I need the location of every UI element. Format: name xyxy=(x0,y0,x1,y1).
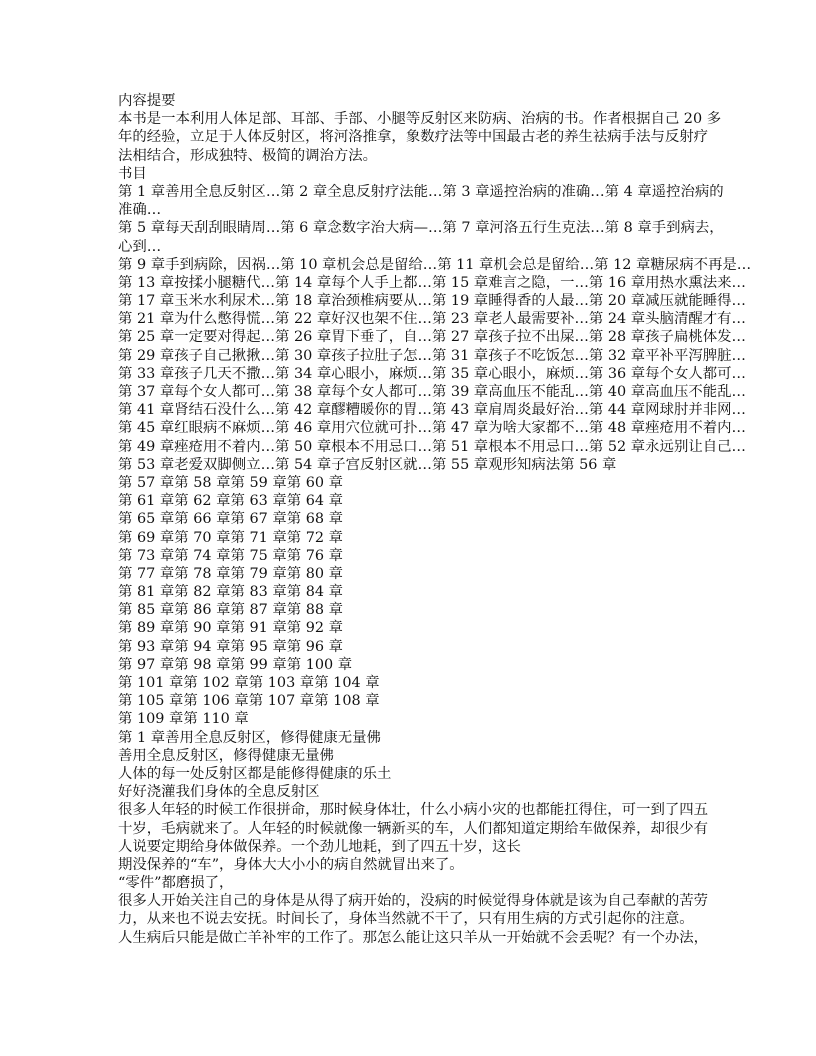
toc-line: 第 109 章第 110 章 xyxy=(118,711,249,728)
toc-line: 第 33 章孩子几天不撒…第 34 章心眼小，麻烦…第 35 章心眼小，麻烦…第 36 章每个女人都可… xyxy=(118,365,746,382)
body-text-line: “零件”都磨损了， xyxy=(118,875,234,892)
toc-line: 第 97 章第 98 章第 99 章第 100 章 xyxy=(118,656,353,673)
toc-line: 第 45 章红眼病不麻烦…第 46 章用穴位就可扑…第 47 章为啥大家都不…第 48 章痤疮用不着内… xyxy=(118,420,746,437)
toc-line: 第 85 章第 86 章第 87 章第 88 章 xyxy=(118,602,343,619)
toc-line: 第 53 章老爱双脚侧立…第 54 章子宫反射区就…第 55 章观形知病法第 56 章 xyxy=(118,456,617,473)
toc-line: 第 29 章孩子自己揪揪…第 30 章孩子拉肚子怎…第 31 章孩子不吃饭怎…第 32 章平补平泻脾脏… xyxy=(118,347,746,364)
summary-paragraph xyxy=(118,110,722,165)
body-text-line: 很多人年轻的时候工作很拼命，那时候身体壮，什么小病小灾的也都能扛得住，可一到了四五 xyxy=(118,802,709,819)
toc-line: 第 21 章为什么憋得慌…第 22 章好汉也架不住…第 23 章老人最需要补…第 24 章头脑清醒才有… xyxy=(118,311,746,328)
body-text-line: 十岁，毛病就来了。人年轻的时候就像一辆新买的车，人们都知道定期给车做保养，却很少有 xyxy=(118,820,709,837)
toc-line: 第 5 章每天刮刮眼睛周…第 6 章念数字治大病—…第 7 章河洛五行生克法…第 8 章手到病去， xyxy=(118,220,724,237)
body-text-line: 很多人开始关注自己的身体是从得了病开始的，没病的时候觉得身体就是该为自己奉献的苦劳 xyxy=(118,893,709,910)
table-of-contents xyxy=(118,183,752,729)
summary-line: 本书是一本利用人体足部、耳部、手部、小腿等反射区来防病、治病的书。作者根据自己 20 多 xyxy=(118,111,722,128)
chapter-subtitle: 人体的每一处反射区都是能修得健康的乐土 xyxy=(118,765,392,782)
chapter-subtitle: 好好浇灌我们身体的全息反射区 xyxy=(118,784,320,801)
toc-line: 第 57 章第 58 章第 59 章第 60 章 xyxy=(118,474,343,491)
toc-line: 第 1 章善用全息反射区…第 2 章全息反射疗法能…第 3 章遥控治病的准确…第 4 章遥控治病的 xyxy=(118,183,724,200)
summary-line: 年的经验，立足于人体反射区，将河洛推拿，象数疗法等中国最古老的养生祛病手法与反射疗 xyxy=(118,129,709,146)
toc-line: 第 41 章肾结石没什么…第 42 章醪糟暖你的胃…第 43 章肩周炎最好治…第 44 章网球肘并非网… xyxy=(118,402,746,419)
summary-line: 法相结合，形成独特、极简的调治方法。 xyxy=(118,147,378,164)
toc-line: 第 73 章第 74 章第 75 章第 76 章 xyxy=(118,547,343,564)
toc-line: 准确… xyxy=(118,202,162,219)
toc-line: 第 25 章一定要对得起…第 26 章胃下垂了，自…第 27 章孩子拉不出屎…第 28 章孩子扁桃体发… xyxy=(118,329,746,346)
toc-line: 第 9 章手到病除，因祸…第 10 章机会总是留给…第 11 章机会总是留给…第 12 章糖尿病不再是… xyxy=(118,256,752,273)
toc-line: 第 81 章第 82 章第 83 章第 84 章 xyxy=(118,584,343,601)
chapter-title: 第 1 章善用全息反射区，修得健康无量佛 xyxy=(118,729,381,746)
chapter-subtitle: 善用全息反射区，修得健康无量佛 xyxy=(118,747,334,764)
document-page xyxy=(118,92,752,947)
chapter-subtitles xyxy=(118,747,718,802)
toc-line: 第 77 章第 78 章第 79 章第 80 章 xyxy=(118,565,343,582)
summary-heading: 内容提要 xyxy=(118,93,176,109)
toc-line: 第 101 章第 102 章第 103 章第 104 章 xyxy=(118,675,380,691)
toc-line: 心到… xyxy=(118,238,162,255)
toc-line: 第 65 章第 66 章第 67 章第 68 章 xyxy=(118,511,343,528)
body-text-line: 力，从来也不说去安抚。时间长了，身体当然就不干了，只有用生病的方式引起你的注意。 xyxy=(118,911,694,928)
body-text-line: 人说要定期给身体做保养。一个劲儿地耗，到了四五十岁，这长 xyxy=(118,838,521,855)
toc-line: 第 37 章每个女人都可…第 38 章每个女人都可…第 39 章高血压不能乱…第 40 章高血压不能乱… xyxy=(118,384,746,400)
toc-line: 第 105 章第 106 章第 107 章第 108 章 xyxy=(118,693,380,710)
toc-line: 第 93 章第 94 章第 95 章第 96 章 xyxy=(118,638,343,655)
body-text-line: 人生病后只能是做亡羊补牢的工作了。那怎么能让这只羊从一开始就不会丢呢？有一个办法， xyxy=(118,929,709,946)
toc-line: 第 89 章第 90 章第 91 章第 92 章 xyxy=(118,620,343,637)
chapter-body xyxy=(118,801,718,947)
toc-line: 第 17 章玉米水利尿术…第 18 章治颈椎病要从…第 19 章睡得香的人最…第 20 章减压就能睡得… xyxy=(118,293,746,310)
toc-line: 第 13 章按揉小腿糖代…第 14 章每个人手上都…第 15 章难言之隐，一…第 16 章用热水熏法来… xyxy=(118,274,746,291)
toc-line: 第 69 章第 70 章第 71 章第 72 章 xyxy=(118,529,343,546)
toc-line: 第 61 章第 62 章第 63 章第 64 章 xyxy=(118,493,343,510)
body-text-line: 期没保养的“车”，身体大大小小的病自然就冒出来了。 xyxy=(118,856,464,873)
toc-heading: 书目 xyxy=(118,165,147,182)
toc-line: 第 49 章痤疮用不着内…第 50 章根本不用忌口…第 51 章根本不用忌口…第 52 章永远别让自己… xyxy=(118,438,746,455)
